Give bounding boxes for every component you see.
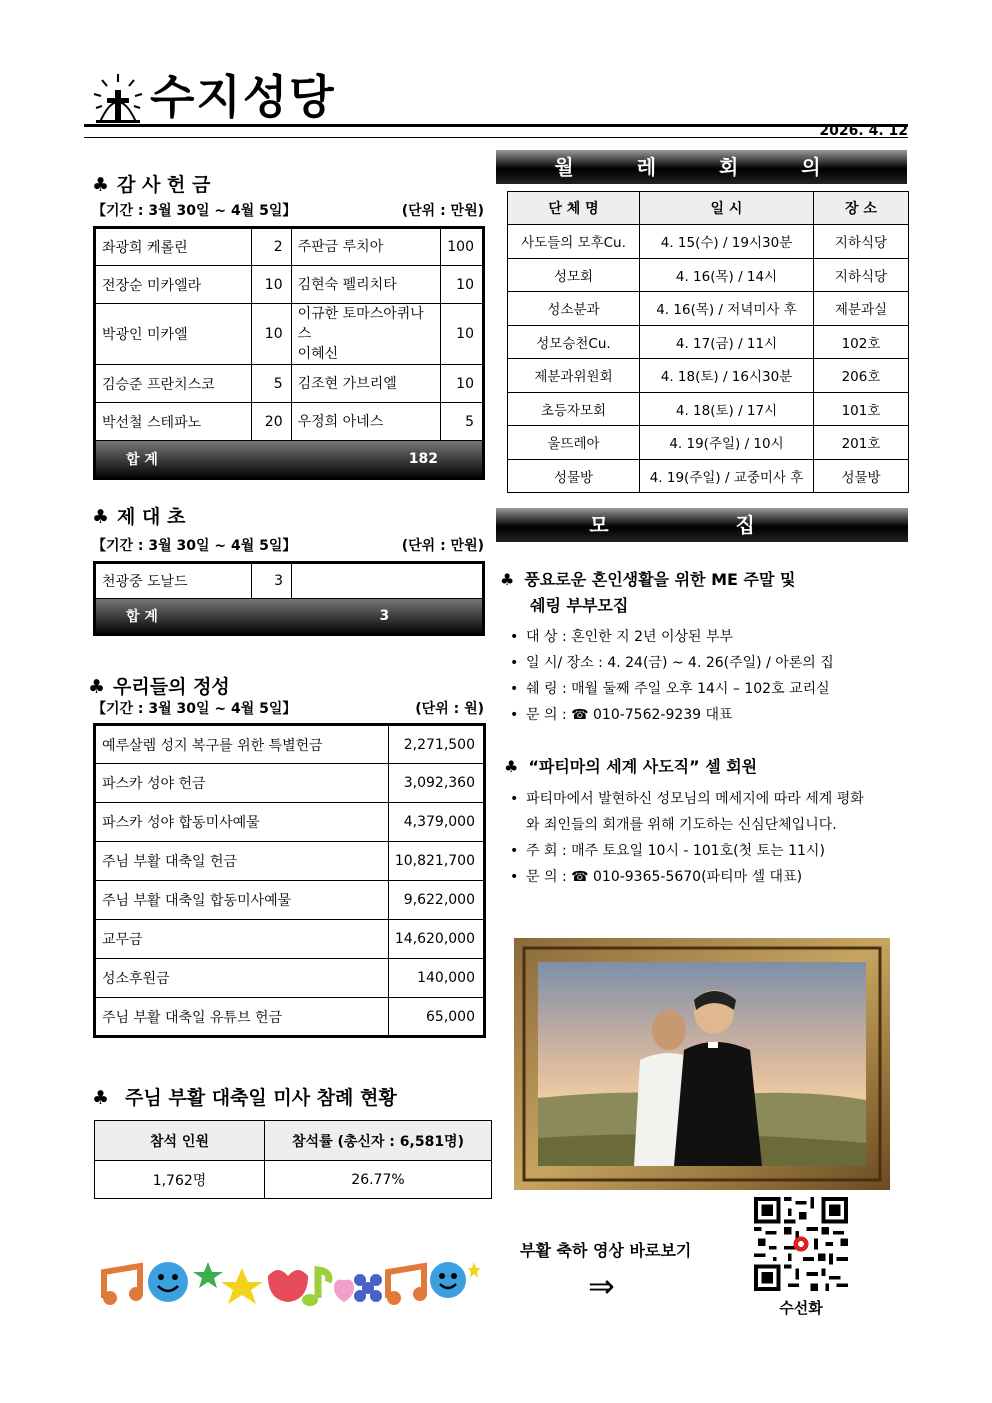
attendance-title: ♣ 주님 부활 대축일 미사 참례 현황 [92, 1087, 397, 1109]
thanks-title: ♣ 감 사 헌 금 [92, 174, 211, 196]
thanks-unit: (단위 : 만원) [401, 203, 484, 219]
table-row [95, 959, 485, 998]
table-row [508, 392, 909, 426]
donor-amount: 10 [441, 365, 484, 403]
table-row [95, 842, 485, 881]
devotion-table [93, 723, 486, 1038]
donor-amount: 5 [251, 365, 291, 403]
meeting-group: 성모승천Cu. [508, 325, 640, 359]
club-icon: ♣ [500, 570, 515, 589]
meeting-datetime: 4. 16(목) / 저녁미사 후 [640, 292, 814, 326]
donor-amount: 10 [251, 304, 291, 365]
attendance-table [94, 1120, 492, 1199]
candle-title: ♣ 제 대 초 [92, 506, 186, 528]
video-link-label: 부활 축하 영상 바로보기 [520, 1241, 692, 1260]
donor-amount: 2 [251, 228, 291, 266]
list-item: • 주 회 : 매주 토요일 10시 - 101호(첫 토는 11시) [506, 838, 868, 864]
list-item: • 문 의 : ☎ 010-7562-9239 대표 [506, 702, 906, 728]
table-row [95, 803, 485, 842]
club-icon: ♣ [92, 174, 110, 196]
table-row [508, 359, 909, 393]
donor-name: 좌광희 케롤린 [95, 228, 252, 266]
offering-name: 주님 부활 대축일 합동미사예물 [95, 881, 389, 920]
donor-name: 박광인 미카엘 [95, 304, 252, 365]
table-row [95, 563, 484, 599]
club-icon: ♣ [504, 757, 519, 776]
offering-name: 예루살렘 성지 복구를 위한 특별헌금 [95, 725, 389, 764]
meeting-place: 제분과실 [814, 292, 909, 326]
table-row [95, 266, 484, 304]
offering-name: 주님 부활 대축일 유튜브 헌금 [95, 998, 389, 1037]
qr-caption: 수선화 [779, 1299, 823, 1317]
arrow-right-icon: ⇒ [588, 1267, 615, 1305]
candle-total-row [95, 599, 484, 635]
donor-amount: 20 [251, 403, 291, 441]
meeting-datetime: 4. 16(목) / 14시 [640, 258, 814, 292]
meeting-group: 제분과위원회 [508, 359, 640, 393]
meeting-datetime: 4. 18(토) / 16시30분 [640, 359, 814, 393]
table-row [508, 426, 909, 460]
church-cross-logo [92, 72, 144, 124]
meeting-group: 성물방 [508, 459, 640, 493]
meeting-place: 206호 [814, 359, 909, 393]
list-item: • 파티마에서 발현하신 성모님의 메세지에 따라 세계 평화와 죄인들의 회개를 위해 기도하는 신심단체입니다. [506, 786, 868, 838]
meeting-group: 성소분과 [508, 292, 640, 326]
table-header [95, 1121, 492, 1161]
offering-amount: 140,000 [388, 959, 484, 998]
parish-name: 수지성당 [150, 70, 336, 124]
candle-period: 【기간 : 3월 30일 ~ 4월 5일】 [92, 538, 297, 554]
offering-amount: 4,379,000 [388, 803, 484, 842]
total-value: 182 [408, 451, 438, 467]
header-group: 단 체 명 [508, 192, 640, 225]
qr-code[interactable] [754, 1197, 848, 1291]
meeting-group: 사도들의 모후Cu. [508, 225, 640, 259]
meeting-datetime: 4. 17(금) / 11시 [640, 325, 814, 359]
offering-amount: 2,271,500 [388, 725, 484, 764]
header-divider [84, 124, 908, 127]
offering-amount: 10,821,700 [388, 842, 484, 881]
donor-name: 김조현 가브리엘 [291, 365, 441, 403]
offering-name: 성소후원금 [95, 959, 389, 998]
donor-name: 우정희 아네스 [291, 403, 441, 441]
table-row [508, 258, 909, 292]
table-row [95, 403, 484, 441]
fatima-title: ♣ “파티마의 세계 사도직” 셀 회원 [504, 757, 758, 776]
offering-name: 교무금 [95, 920, 389, 959]
offering-amount: 3,092,360 [388, 764, 484, 803]
offering-amount: 65,000 [388, 998, 484, 1037]
recruit-banner: 모 집 [496, 508, 908, 542]
meeting-group: 울뜨레아 [508, 426, 640, 460]
meeting-place: 지하식당 [814, 225, 909, 259]
candle-unit: (단위 : 만원) [401, 538, 484, 554]
header-rate: 참석률 (총신자 : 6,581명) [265, 1121, 492, 1161]
attendees-value: 1,762명 [95, 1161, 265, 1199]
table-row [95, 228, 484, 266]
meeting-place: 101호 [814, 392, 909, 426]
donor-amount: 10 [441, 266, 484, 304]
candle-table [93, 561, 485, 636]
meeting-place: 지하식당 [814, 258, 909, 292]
table-row [95, 725, 485, 764]
total-label: 합 계 [126, 609, 158, 625]
list-item: • 문 의 : ☎ 010-9365-5670(파티마 셀 대표) [506, 864, 868, 890]
donor-amount: 10 [441, 304, 484, 365]
table-row [95, 1161, 492, 1199]
donor-name: 이규한 토마스아퀴나스 이혜신 [291, 304, 441, 365]
devotion-unit: (단위 : 원) [415, 701, 484, 717]
thanks-table [93, 226, 485, 480]
meeting-datetime: 4. 19(주일) / 10시 [640, 426, 814, 460]
meetings-banner: 월 레 회 의 [496, 150, 907, 184]
meeting-place: 201호 [814, 426, 909, 460]
donor-name: 주판금 루치아 [291, 228, 441, 266]
meeting-place: 성물방 [814, 459, 909, 493]
list-item: • 대 상 : 혼인한 지 2년 이상된 부부 [506, 624, 906, 650]
empty-cell [292, 563, 484, 599]
smiley-icon [148, 1262, 188, 1302]
me-title: ♣ 풍요로운 혼인생활을 위한 ME 주말 및 쉐링 부부모집 [500, 570, 796, 615]
thanks-total-row [95, 441, 484, 479]
table-row [508, 325, 909, 359]
smiley-icon [430, 1262, 466, 1298]
table-row [95, 304, 484, 365]
issue-date: 2026. 4. 12 [819, 123, 908, 139]
list-item: • 일 시/ 장소 : 4. 24(금) ~ 4. 26(주일) / 아론의 집 [506, 650, 906, 676]
header-divider-thin [84, 137, 908, 138]
thanks-period: 【기간 : 3월 30일 ~ 4월 5일】 [92, 203, 297, 219]
table-row [95, 365, 484, 403]
donor-amount: 5 [441, 403, 484, 441]
donor-name: 김승준 프란치스코 [95, 365, 252, 403]
framed-easter-photo [514, 938, 890, 1190]
header-place: 장 소 [814, 192, 909, 225]
table-row [508, 459, 909, 493]
meetings-table [507, 191, 909, 493]
meeting-group: 초등자모회 [508, 392, 640, 426]
header-attendees: 참석 인원 [95, 1121, 265, 1161]
donor-amount: 10 [251, 266, 291, 304]
donor-name: 천광중 도날드 [95, 563, 252, 599]
devotion-period: 【기간 : 3월 30일 ~ 4월 5일】 [92, 701, 297, 717]
donor-amount: 100 [441, 228, 484, 266]
donor-name: 박선철 스테파노 [95, 403, 252, 441]
table-row [95, 881, 485, 920]
meeting-datetime: 4. 18(토) / 17시 [640, 392, 814, 426]
devotion-title: ♣ 우리들의 정성 [88, 676, 230, 698]
table-header [508, 192, 909, 225]
table-row [508, 225, 909, 259]
total-label: 합 계 [126, 452, 158, 468]
donor-amount: 3 [252, 563, 292, 599]
meeting-datetime: 4. 15(수) / 19시30분 [640, 225, 814, 259]
table-row [95, 920, 485, 959]
offering-name: 주님 부활 대축일 헌금 [95, 842, 389, 881]
header-datetime: 일 시 [640, 192, 814, 225]
table-row [95, 998, 485, 1037]
table-row [508, 292, 909, 326]
list-item: • 쉐 링 : 매월 둘째 주일 오후 14시 – 102호 교리실 [506, 676, 906, 702]
meeting-datetime: 4. 19(주일) / 교중미사 후 [640, 459, 814, 493]
donor-name: 김현숙 펠리치타 [291, 266, 441, 304]
total-value: 3 [379, 608, 390, 624]
offering-name: 파스카 성야 합동미사예물 [95, 803, 389, 842]
club-icon: ♣ [88, 676, 106, 698]
table-row [95, 764, 485, 803]
club-icon: ♣ [92, 1087, 110, 1109]
decorative-stickers-strip [100, 1258, 480, 1308]
rate-value: 26.77% [265, 1161, 492, 1199]
offering-name: 파스카 성야 헌금 [95, 764, 389, 803]
fatima-details-list [506, 786, 868, 890]
meeting-place: 102호 [814, 325, 909, 359]
me-details-list [506, 624, 906, 728]
club-icon: ♣ [92, 506, 110, 528]
offering-amount: 9,622,000 [388, 881, 484, 920]
offering-amount: 14,620,000 [388, 920, 484, 959]
meeting-group: 성모회 [508, 258, 640, 292]
donor-name: 전장순 미카엘라 [95, 266, 252, 304]
